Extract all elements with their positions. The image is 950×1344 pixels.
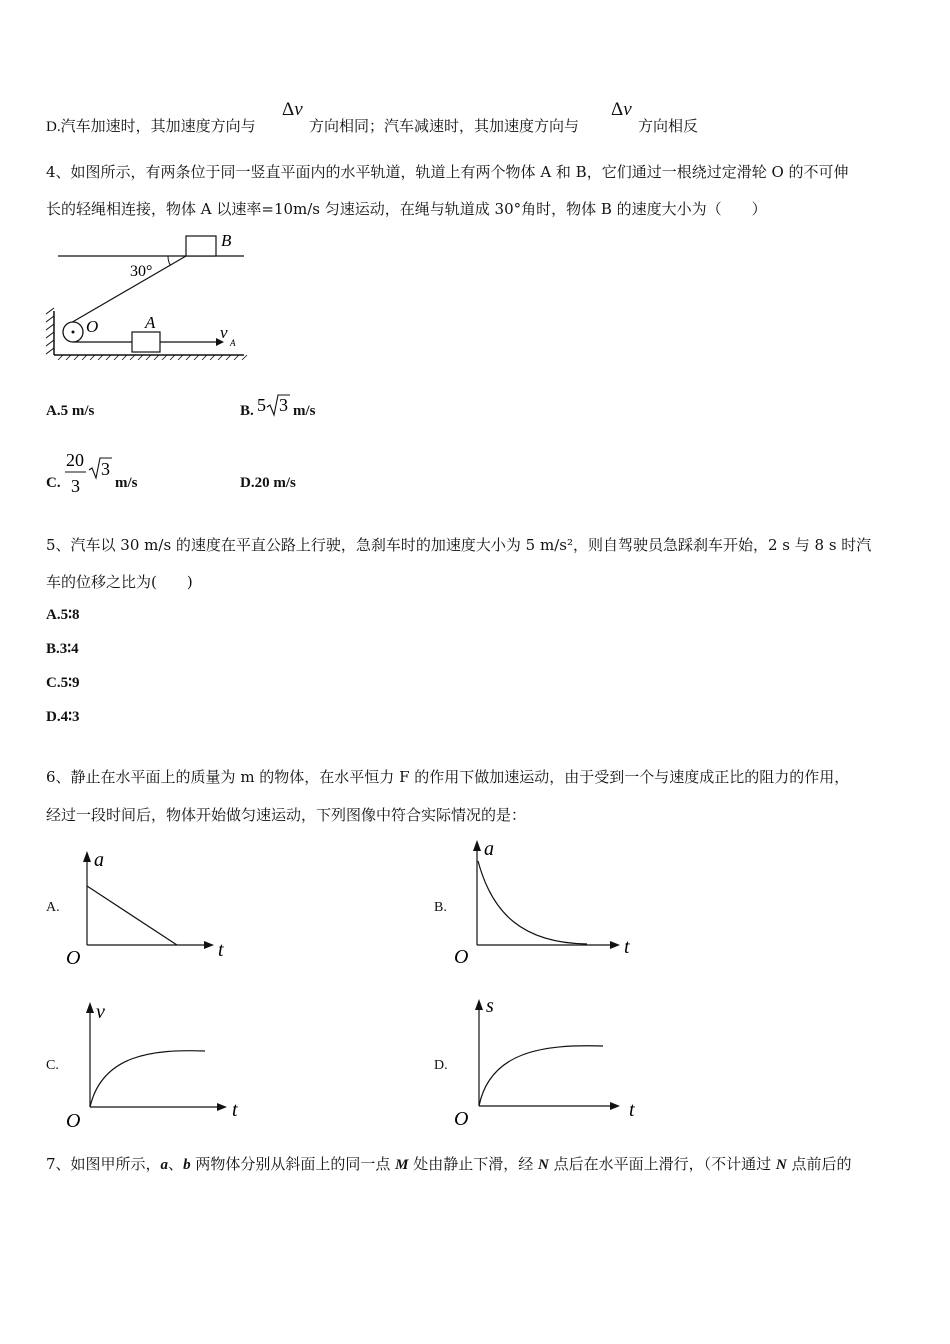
svg-text:5: 5 [257,395,266,415]
label-b: B [221,231,232,250]
q4-option-c-unit: m/s [115,475,138,491]
svg-text:O: O [66,947,81,969]
q4-option-c-prefix: C. [46,475,61,491]
q4-pulley-diagram [44,226,254,361]
q6-option-b-label: B. [434,900,447,915]
q6-option-a-label: A. [46,900,60,915]
q4-stem-line2: 长的轻绳相连接，物体 A 以速率=10m/s 匀速运动，在绳与轨道成 30°角时，物体 B 的速度大小为（ ） [46,200,767,218]
q4-option-d: D.20 m/s [240,475,296,491]
svg-text:O: O [66,1110,81,1132]
q7-text: 两物体分别从斜面上的同一点 [190,1155,396,1173]
svg-text:3: 3 [279,395,288,415]
delta-symbol: Δ [611,99,624,120]
svg-text:v: v [96,1001,105,1023]
label-o: O [86,317,99,336]
q5-stem-line2: 车的位移之比为( ) [46,573,193,591]
velocity-subscript: A [230,338,236,348]
q5-option-d: D.4∶3 [46,709,80,725]
svg-text:t: t [624,936,630,958]
var-b: b [183,1157,191,1173]
q5-option-b: B.3∶4 [46,641,79,657]
q6-option-c-label: C. [46,1058,59,1073]
delta-symbol: Δ [282,99,295,120]
q7-text: 点前后的 [786,1155,852,1173]
var-a: a [160,1157,169,1173]
q4-option-b-unit: m/s [293,403,316,419]
q5-option-a: A.5∶8 [46,607,80,623]
svg-text:t: t [629,1099,635,1121]
svg-text:20: 20 [66,450,84,470]
q6-option-d-label: D. [434,1058,448,1073]
svg-text:a: a [94,849,104,871]
svg-text:t: t [218,939,224,961]
label-a: A [145,313,156,332]
q7-text: 、 [168,1155,184,1173]
svg-text:O: O [454,1108,469,1130]
velocity-label: v [220,323,228,342]
v-symbol: v [294,99,303,120]
delta-v-2 [611,99,632,121]
q6-graph-d [452,990,642,1130]
q7-stem-line1 [46,1153,852,1174]
svg-text:t: t [232,1099,238,1121]
q3-d-prefix: D. [46,119,61,135]
q3-d-text3: 方向相反 [638,117,699,135]
var-n: N [538,1157,549,1173]
svg-text:O: O [454,946,469,968]
var-n: N [775,1157,787,1173]
var-m: M [395,1157,409,1173]
q6-stem-line2: 经过一段时间后，物体开始做匀速运动，下列图像中符合实际情况的是： [46,806,527,824]
q6-stem-line1: 6、静止在水平面上的质量为 m 的物体，在水平恒力 F 的作用下做加速运动，由于受到一个与速度成正比的阻力的作用， [46,768,850,786]
block-a [132,332,160,352]
svg-text:a: a [484,838,494,860]
q6-graph-a [60,840,240,970]
delta-v-1 [282,99,303,121]
q5-stem-line1: 5、汽车以 30 m/s 的速度在平直公路上行驶，急刹车时的加速度大小为 5 m/s²，则自驾驶员急踩刹车开始，2 s 与 8 s 时汽 [46,536,872,554]
q6-graph-c [62,995,252,1130]
block-b [186,236,216,256]
q4-option-c-fraction [64,448,114,496]
q4-option-a: A.5 m/s [46,403,95,419]
v-symbol: v [623,99,632,120]
svg-text:s: s [486,995,494,1017]
q7-text: 7、如图甲所示， [46,1155,161,1173]
q3-d-text1: 汽车加速时，其加速度方向与 [60,117,256,135]
q4-stem-line1: 4、如图所示，有两条位于同一竖直平面内的水平轨道，轨道上有两个物体 A 和 B，它们通过一根绕过定滑轮 O 的不可伸 [46,163,849,181]
svg-text:3: 3 [71,476,80,496]
q5-option-c: C.5∶9 [46,675,80,691]
q7-text: 处由静止下滑，经 [408,1155,538,1173]
angle-label: 30° [130,263,153,280]
q3-option-d [46,115,256,136]
svg-text:3: 3 [101,459,110,479]
q3-d-text2: 方向相同；汽车减速时，其加速度方向与 [309,117,580,135]
q6-graph-b [452,835,642,970]
q4-option-b-prefix: B. [240,403,254,419]
q4-option-b-radical [256,392,292,418]
q7-text: 点后在水平面上滑行，（不计通过 [548,1155,776,1173]
